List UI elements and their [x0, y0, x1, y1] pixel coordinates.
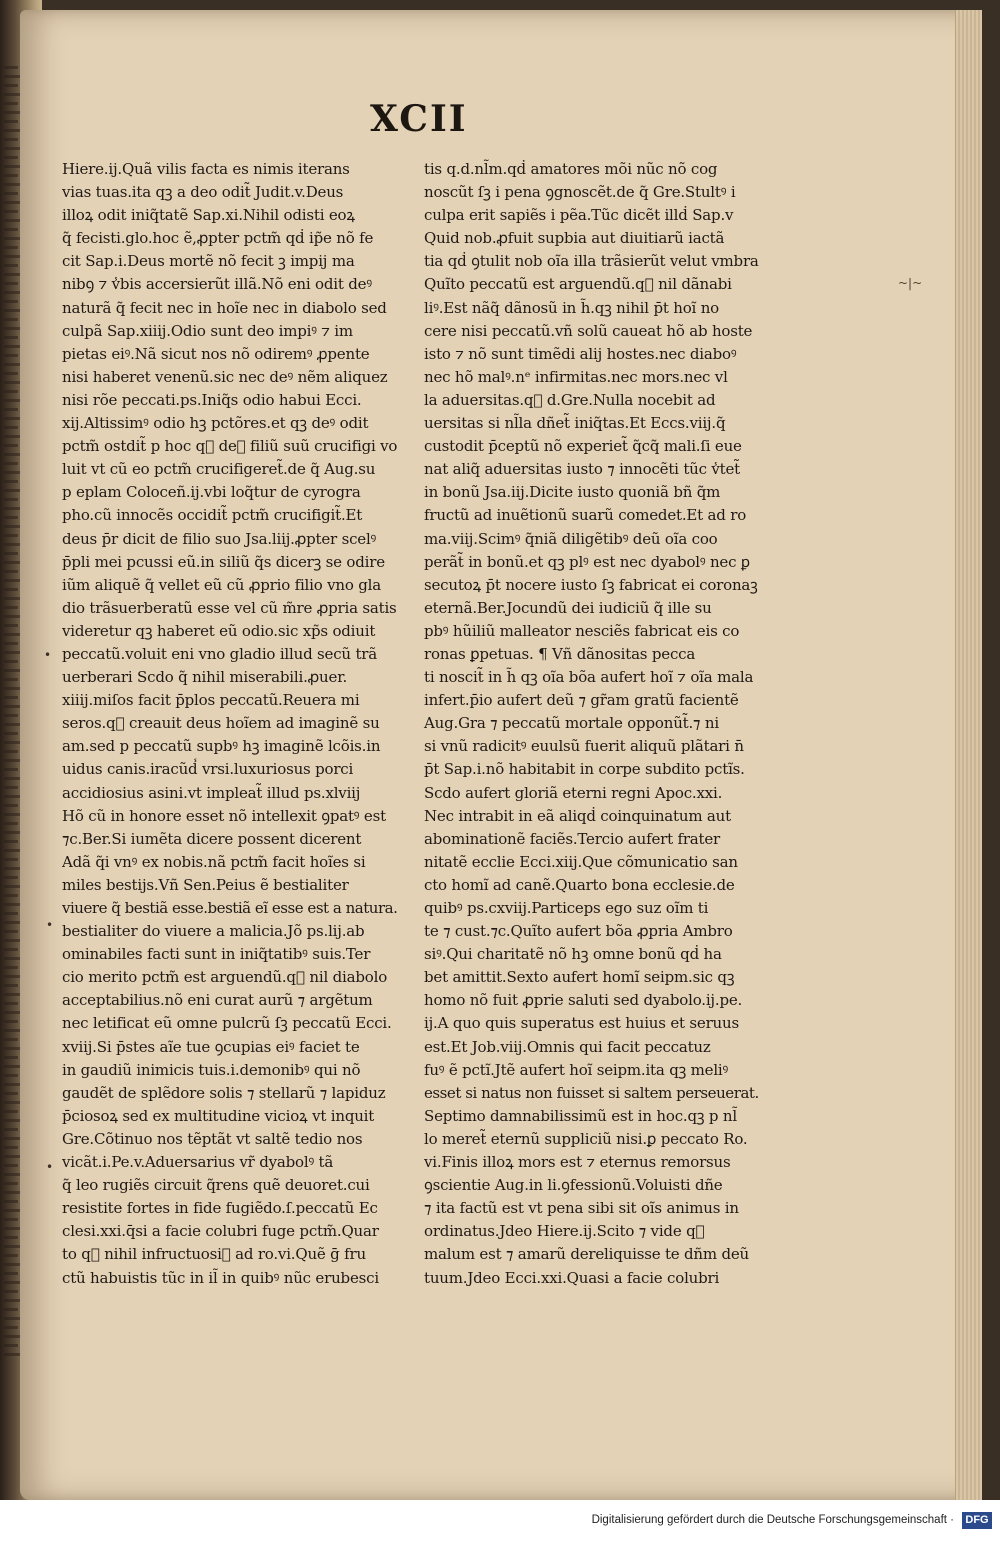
text-line: ti noscit̃ in h̃ qꝫ oĩa bõa aufert hoĩ ⁊ oĩa mala — [424, 668, 754, 687]
spine-text-line — [4, 66, 18, 69]
text-line: am.sed p peccatũ supbꝰ hꝫ imaginẽ lcõis.in — [62, 737, 381, 756]
text-line: est.Et Job.viij.Omnis qui facit peccatuz — [424, 1037, 711, 1056]
spine-text-line — [4, 318, 18, 321]
text-line: nat aliq̃ aduersitas iusto ⁊ innocẽti tũc v̾tet̃ — [424, 460, 740, 479]
spine-text-line — [4, 498, 18, 501]
spine-text-line — [4, 210, 18, 213]
spine-text-line — [4, 588, 18, 591]
text-line: ⁊c.Ber.Si iumẽta dicere possent dicerent — [62, 829, 362, 848]
page-fore-edge — [955, 10, 982, 1510]
left-text-column — [62, 158, 397, 1290]
text-line: q̃ fecisti.glo.hoc ẽ,ꝓpter pctm̃ qḋ ip̃e nõ fe — [62, 229, 374, 248]
spine-text-line — [4, 1218, 18, 1221]
text-line: p̄ciosoꝝ sed ex multitudine vicioꝝ vt inquit — [62, 1106, 375, 1125]
text-line: miles bestijs.Vñ Sen.Peius ẽ bestialiter — [62, 875, 349, 894]
spine-text-line — [4, 1002, 18, 1005]
margin-mark-icon: • — [46, 1160, 54, 1174]
spine-text-line — [4, 1290, 18, 1293]
text-line: te ⁊ cust.⁊c.Quĩto aufert bõa ꝓpria Ambro — [424, 922, 733, 941]
text-line: xviij.Si p̄stes aĩe tue ꝯcupias eiꝰ faciet te — [62, 1037, 360, 1056]
spine-text-line — [4, 1254, 18, 1257]
text-line: culpã Sap.xiiij.Odio sunt deo impiꝰ ⁊ im — [62, 321, 353, 340]
spine-text-line — [4, 624, 18, 627]
spine-text-line — [4, 1146, 18, 1149]
text-line: quibꝰ ps.cxviij.Particeps ego suz oĩm ti — [424, 899, 709, 917]
text-line: isto ⁊ nõ sunt timẽdi alij hostes.nec diaboꝰ — [424, 344, 737, 363]
text-line: vi.Finis illoꝝ mors est ⁊ eternus remorsus — [424, 1153, 731, 1172]
text-line: clesi.xxi.q̄si a facie colubri fuge pctm̃.Quar — [62, 1222, 379, 1241]
spine-text-line — [4, 336, 18, 339]
spine-text-line — [4, 552, 18, 555]
text-line: cit Sap.i.Deus mortẽ nõ fecit ꝫ impij ma — [62, 252, 355, 271]
spine-text-line — [4, 840, 18, 843]
text-line: pctm̃ ostdit̃ p hoc q᷑ deꝰ filiũ suũ crucifigi vo — [62, 437, 398, 456]
spine-text-line — [4, 1020, 18, 1023]
text-line: liꝰ.Est nãq̃ dãnosũ in h̃.qꝫ nihil p̄t hoĩ no — [424, 298, 719, 317]
spine-text-line — [4, 1182, 18, 1185]
text-line: accidiosius asini.vt impleat̃ illud ps.xlviij — [62, 783, 361, 802]
text-line: ominabiles facti sunt in iniq̃tatibꝰ suis.Ter — [62, 945, 371, 964]
spine-text-line — [4, 174, 18, 177]
spine-text-line — [4, 390, 18, 393]
spine-text-line — [4, 444, 18, 447]
text-line: xij.Altissimꝰ odio hꝫ pctõres.et qꝫ deꝰ odit — [62, 414, 369, 433]
text-line: infert.p̄io aufert deũ ⁊ gr̃am gratũ facientẽ — [424, 691, 739, 710]
spine-text-line — [4, 606, 18, 609]
spine-text-line — [4, 120, 18, 123]
spine-text-line — [4, 1344, 18, 1347]
spine-text-line — [4, 372, 18, 375]
spine-text-line — [4, 570, 18, 573]
spine-text-line — [4, 1074, 18, 1077]
text-line: Adã q̃i vnꝰ ex nobis.nã pctm̃ facit hoĩes si — [62, 852, 366, 871]
folio-number: XCII — [370, 98, 468, 140]
text-line: Aug.Gra ⁊ peccatũ mortale opponũt̃.⁊ ni — [424, 714, 719, 733]
spine-text-line — [4, 642, 18, 645]
spine-text-line — [4, 354, 18, 357]
spine-text-line — [4, 264, 18, 267]
text-line: pho.cũ innocẽs occidit̃ pctm̃ crucifigit̃.Et — [62, 506, 363, 525]
spine-text-line — [4, 516, 18, 519]
text-line: Quĩto peccatũ est arguendũ.q᷑ nil dãnabi — [424, 275, 732, 294]
text-line: vicãt.i.Pe.v.Aduersarius vr̃ dyabolꝰ tã — [62, 1153, 334, 1172]
text-line: tia qḋ ꝯtulit nob oĩa illa trãsierũt velut vmbra — [424, 252, 759, 271]
right-text-column — [424, 158, 759, 1290]
text-line: culpa erit sapiẽs i pẽa.Tũc dicẽt illḋ Sap.v — [424, 206, 734, 225]
text-line: viuere q̃ bestiã esse.bestiã eĩ esse est a natura. — [62, 899, 398, 917]
text-line: p̄t Sap.i.nõ habitabit in corpe subdito pctĩs. — [424, 760, 745, 779]
text-line: p̄pli mei pcussi eũ.in siliũ q̃s dicerꝫ se odire — [62, 552, 385, 571]
text-line: uerberari Scdo q̃ nihil miserabili.ꝓuer. — [62, 668, 348, 687]
margin-annotation: ~|~ — [898, 276, 923, 290]
spine-text-line — [4, 282, 18, 285]
spine-text-line — [4, 534, 18, 537]
text-line: nec hõ malꝰ.nᵉ infirmitas.nec mors.nec vl — [424, 367, 728, 386]
spine-text-line — [4, 750, 18, 753]
text-line: ꝯscientie Aug.in li.ꝯfessionũ.Voluisti dñe — [424, 1176, 723, 1195]
spine-text-line — [4, 948, 18, 951]
text-line: ij.A quo quis superatus est huius et seruus — [424, 1014, 739, 1033]
spine-text-line — [4, 1200, 18, 1203]
text-line: fuꝰ ẽ pctĩ.Jtẽ aufert hoĩ seipm.ita qꝫ meliꝰ — [424, 1060, 729, 1079]
spine-text-line — [4, 1056, 18, 1059]
text-line: xiiij.miſos facit p̄plos peccatũ.Reuera mi — [62, 691, 360, 710]
text-line: gaudẽt de splẽdore solis ⁊ stellarũ ⁊ lapiduz — [62, 1083, 386, 1102]
spine-text-line — [4, 732, 18, 735]
spine-text-line — [4, 156, 18, 159]
text-line: lo meret̃ eternũ suppliciũ nisi.ꝑ peccato Ro. — [424, 1129, 748, 1148]
spine-text-line — [4, 822, 18, 825]
spine-text-line — [4, 1236, 18, 1239]
text-line: q̃ leo rugiẽs circuit q̃rens quẽ deuoret.cui — [62, 1176, 370, 1195]
text-line: malum est ⁊ amarũ dereliquisse te dñm deũ — [424, 1245, 750, 1264]
spine-text-line — [4, 858, 18, 861]
spine-text-line — [4, 1092, 18, 1095]
spine-text-line — [4, 426, 18, 429]
spine-text-line — [4, 228, 18, 231]
spine-text-line — [4, 876, 18, 879]
text-line: Nec intrabit in eã aliqḋ coinquinatum aut — [424, 806, 731, 825]
text-line: peccatũ.voluit eni vno gladio illud secũ trã — [62, 644, 377, 663]
text-line: secutoꝝ p̄t nocere iusto ſꝫ fabricat ei coronaꝫ — [424, 575, 758, 594]
text-line: deus p̄r dicit de filio suo Jsa.liij.ꝓpter scelꝰ — [62, 529, 377, 548]
spine-text-line — [4, 102, 18, 105]
text-line: ronas ꝑpetuas. ¶ Vñ dãnositas pecca — [424, 644, 696, 663]
text-line: siꝰ.Qui charitatẽ nõ hꝫ omne bonũ qḋ ha — [424, 945, 722, 964]
footer-credit: Digitalisierung gefördert durch die Deutsche Forschungsgemeinschaft · — [591, 1514, 954, 1526]
text-line: abominationẽ faciẽs.Tercio aufert frater — [424, 829, 721, 848]
text-line: luit vt cũ eo pctm̃ crucifigeret̃.de q̃ Aug.su — [62, 460, 376, 479]
text-line: si vnũ radicitꝰ euulsũ fuerit aliquũ plãtari n̄ — [424, 737, 744, 756]
text-line: esset si natus non fuisset si saltem perseuerat. — [424, 1083, 759, 1102]
spine-text-line — [4, 1164, 18, 1167]
spine-text-line — [4, 1038, 18, 1041]
text-line: Quid nob.ꝓfuit supbia aut diuitiarũ iactã — [424, 229, 725, 248]
text-line: cere nisi peccatũ.vñ solũ caueat hõ ab hoste — [424, 321, 753, 340]
text-line: pbꝰ hũiliũ malleator nesciẽs fabricat eis co — [424, 621, 740, 640]
digitization-footer — [0, 1500, 1000, 1543]
margin-mark-icon: • — [44, 648, 52, 662]
spine-text-line — [4, 480, 18, 483]
text-line: Gre.Cõtinuo nos tẽptãt vt saltẽ tedio nos — [62, 1129, 363, 1148]
text-line: dio trãsuerberatũ esse vel cũ m̃re ꝓpria satis — [62, 598, 397, 617]
text-line: custodit p̄ceptũ nõ experiet̃ q̃cq̃ mali.ſi eue — [424, 437, 742, 456]
dfg-logo-icon: DFG — [962, 1512, 992, 1529]
spine-text-line — [4, 84, 18, 87]
text-line: Scdo aufert gloriã eterni regni Apoc.xxi. — [424, 783, 723, 802]
text-line: uersitas si nl̃la dñet̃ iniq̃tas.Et Eccs.viij.q̃ — [424, 414, 726, 433]
text-line: uidus canis.iracũd̾ vrsi.luxuriosus porci — [62, 760, 354, 779]
text-line: fructũ ad inuẽtionũ suarũ comedet.Et ad ro — [424, 506, 747, 525]
text-line: nibꝯ ⁊ v̾bis accersierũt illã.Nõ eni odit deꝰ — [62, 275, 372, 294]
margin-mark-icon: • — [46, 918, 54, 932]
spine-text-line — [4, 1128, 18, 1131]
text-line: p eplam Coloceñ.ij.vbi loq̃tur de cyrogra — [62, 483, 361, 502]
text-line: eternã.Ber.Jocundũ dei iudiciũ q̃ ille su — [424, 598, 712, 617]
spine-text-line — [4, 678, 18, 681]
text-line: in gaudiũ inimicis tuis.i.demonibꝰ qui nõ — [62, 1060, 361, 1079]
text-line: noscũt ſꝫ i pena ꝯgnoscẽt.de q̃ Gre.Stultꝰ i — [424, 183, 736, 202]
text-line: nisi rõe peccati.ps.Iniq̃s odio habui Ecci. — [62, 390, 362, 409]
text-line: ordinatus.Jdeo Hiere.ij.Scito ⁊ vide q᷑ — [424, 1222, 705, 1241]
spine-text-line — [4, 804, 18, 807]
text-line: ctũ habuistis tũc in il̃ in quibꝰ nũc erubesci — [62, 1268, 379, 1287]
spine-text-line — [4, 246, 18, 249]
spine-text-line — [4, 1272, 18, 1275]
text-line: videretur qꝫ haberet eũ odio.sic xp̃s odiuit — [62, 621, 376, 640]
text-line: nitatẽ ecclie Ecci.xiij.Que cõmunicatio san — [424, 852, 738, 871]
spine-text-line — [4, 192, 18, 195]
text-line: cto homĩ ad canẽ.Quarto bona ecclesie.de — [424, 875, 735, 894]
spine-text-line — [4, 714, 18, 717]
text-line: Septimo damnabilissimũ est in hoc.qꝫ p nl̃ — [424, 1106, 737, 1125]
text-line: homo nõ fuit ꝓprie saluti sed dyabolo.ij.pe. — [424, 991, 743, 1010]
text-line: Hõ cũ in honore esset nõ intellexit ꝯpatꝰ est — [62, 806, 386, 825]
text-line: ⁊ ita factũ est vt pena sibi sit oĩs animus in — [424, 1199, 739, 1218]
text-line: bet amittit.Sexto aufert homĩ seipm.sic qꝫ — [424, 968, 735, 987]
text-line: to q᷑ nihil infructuosiꝰ ad ro.vi.Quẽ ḡ fru — [62, 1245, 366, 1264]
spine-text-line — [4, 894, 18, 897]
text-line: seros.q᷑ creauit deus hoĩem ad imaginẽ su — [62, 714, 380, 733]
spine-text-line — [4, 966, 18, 969]
text-line: naturã q̃ fecit nec in hoĩe nec in diabolo sed — [62, 298, 387, 317]
spine-text-line — [4, 1326, 18, 1329]
spine-text-line — [4, 138, 18, 141]
spine-text-line — [4, 912, 18, 915]
spine-text-line — [4, 408, 18, 411]
spine-text-line — [4, 1308, 18, 1311]
spine-text-line — [4, 300, 18, 303]
text-line: cio merito pctm̃ est arguendũ.q᷑ nil diabolo — [62, 968, 388, 987]
text-line: ma.viij.Scimꝰ q̃niã diligẽtibꝰ deũ oĩa coo — [424, 529, 718, 548]
text-line: illoꝝ odit iniq̃tatẽ Sap.xi.Nihil odisti eoꝝ — [62, 206, 355, 225]
spine-text-line — [4, 930, 18, 933]
text-line: pietas eiꝰ.Nã sicut nos nõ odiremꝰ ꝓpente — [62, 344, 370, 363]
text-line: Hiere.ij.Quã vilis facta es nimis iterans — [62, 160, 350, 178]
spine-text-line — [4, 660, 18, 663]
text-line: tis q.d.nl̃m.qḋ amatores mõi nũc nõ cog — [424, 160, 718, 178]
text-line: in bonũ Jsa.iij.Dicite iusto quoniã bñ q̃m — [424, 483, 721, 502]
spine-text-line — [4, 984, 18, 987]
spine-text-line — [4, 462, 18, 465]
spine-text-line — [4, 786, 18, 789]
text-line: iũm aliquẽ q̃ vellet eũ cũ ꝓprio filio vno gla — [62, 575, 382, 594]
text-line: nisi haberet venenũ.sic nec deꝰ nẽm aliquez — [62, 367, 388, 386]
spine-text-line — [4, 768, 18, 771]
text-line: la aduersitas.q᷑ d.Gre.Nulla nocebit ad — [424, 390, 716, 409]
text-line: nec letificat eũ omne pulcrũ ſꝫ peccatũ Ecci. — [62, 1014, 392, 1033]
text-line: tuum.Jdeo Ecci.xxi.Quasi a facie colubri — [424, 1268, 720, 1287]
text-line: vias tuas.ita qꝫ a deo odit̃ Judit.v.Deus — [62, 183, 344, 202]
text-line: acceptabilius.nõ eni curat aurũ ⁊ argẽtum — [62, 991, 373, 1010]
spine-text-line — [4, 1110, 18, 1113]
text-line: resistite fortes in fide fugiẽdo.ſ.peccatũ Ec — [62, 1199, 378, 1218]
spine-text-line — [4, 696, 18, 699]
text-line: bestialiter do viuere a malicia.Jõ ps.lij.ab — [62, 922, 365, 941]
text-line: perãt̃ in bonũ.et qꝫ plꝰ est nec dyabolꝰ nec ꝑ — [424, 552, 750, 571]
